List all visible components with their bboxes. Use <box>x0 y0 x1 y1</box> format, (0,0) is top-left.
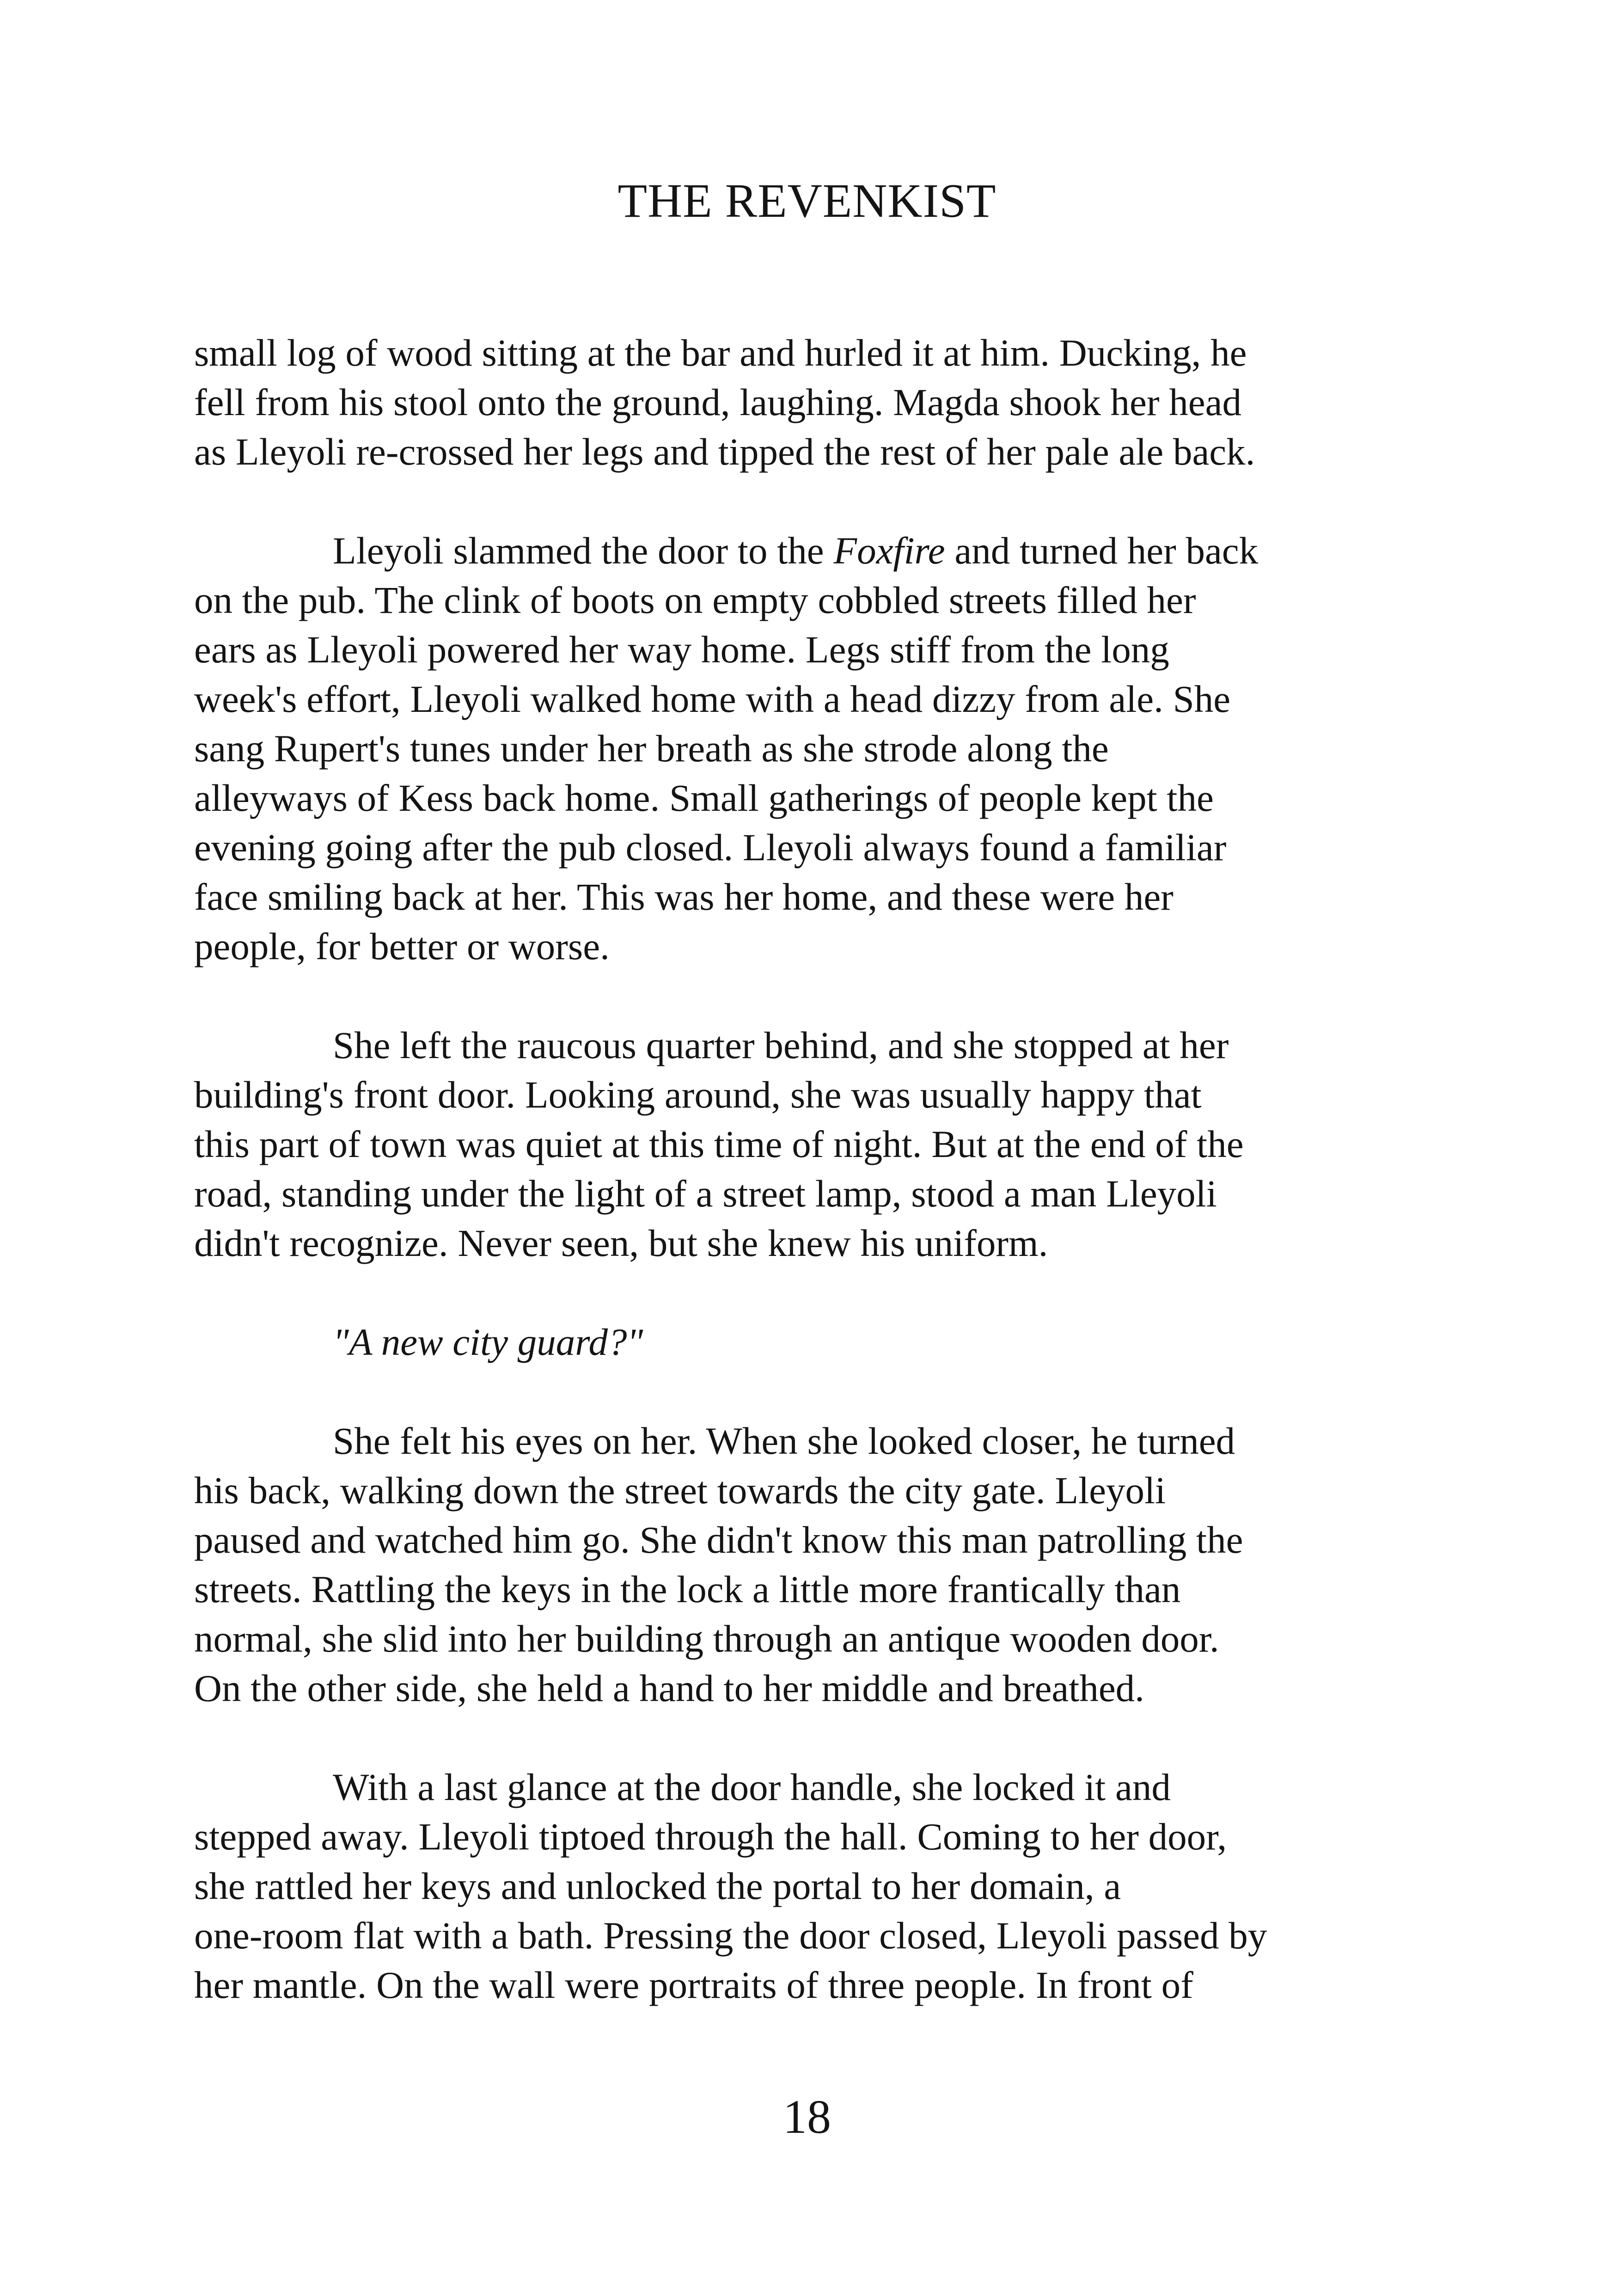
paragraph-2 <box>194 526 1442 971</box>
paragraph-1: small log of wood sitting at the bar and hurled it at him. Ducking, he fell from his stool onto the ground, laughing. Magda shook her head as Lleyoli re-crossed her legs and tipped the rest of her pale ale back. <box>194 331 1255 473</box>
paragraph-5-text: She felt his eyes on her. When she looked closer, he turned his back, walking down the street towards the city gate. Lleyoli paused and watched him go. She didn't know this man patrolling the streets. Rattling the keys in the lock a little more frantically than normal, she slid into her building through an antique wooden door. On the other side, she held a hand to her middle and breathed. <box>194 1420 1243 1709</box>
pub-name-italic: Foxfire <box>833 529 945 572</box>
page-number: 18 <box>783 2090 831 2143</box>
paragraph-gap <box>194 1268 1442 1317</box>
paragraph-4 <box>194 1317 1442 1367</box>
paragraph-5 <box>194 1416 1442 1713</box>
paragraph-gap <box>194 477 1442 526</box>
paragraph-2-text-a: Lleyoli slammed the door to the <box>333 529 834 572</box>
paragraph-2-text-b: and turned her back on the pub. The clink of boots on empty cobbled streets filled her ears as Lleyoli powered her way home. Legs stiff from the long week's effort, Lleyoli walked home with a head dizzy from ale. She sang Rupert's tunes under her breath as she strode along the alleyways of Kess back home. Small gatherings of people kept the evening going after the pub closed. Lleyoli always found a familiar face smiling back at her. This was her home, and these were her people, for better or worse. <box>194 529 1259 967</box>
paragraph-3 <box>194 1021 1442 1268</box>
page-body <box>194 328 1442 2010</box>
paragraph-gap <box>194 1367 1442 1416</box>
paragraph-3-text: She left the raucous quarter behind, and she stopped at her building's front door. Looking around, she was usually happy that this part of town was quiet at this time of night. But at the end of the road, standing under the light of a street lamp, stood a man Lleyoli didn't recognize. Never seen, but she knew his uniform. <box>194 1024 1244 1264</box>
running-title: THE REVENKIST <box>617 174 997 227</box>
paragraph-gap <box>194 1713 1442 1763</box>
paragraph-gap <box>194 971 1442 1021</box>
paragraph-6-text: With a last glance at the door handle, she locked it and stepped away. Lleyoli tiptoed through the hall. Coming to her door, she rattled her keys and unlocked the portal to her domain, a one-room flat with a bath. Pressing the door closed, Lleyoli passed by her mantle. On the wall were portraits of three people. In front of <box>194 1766 1267 2006</box>
italic-thought: "A new city guard?" <box>333 1321 643 1363</box>
paragraph-6 <box>194 1763 1442 2010</box>
